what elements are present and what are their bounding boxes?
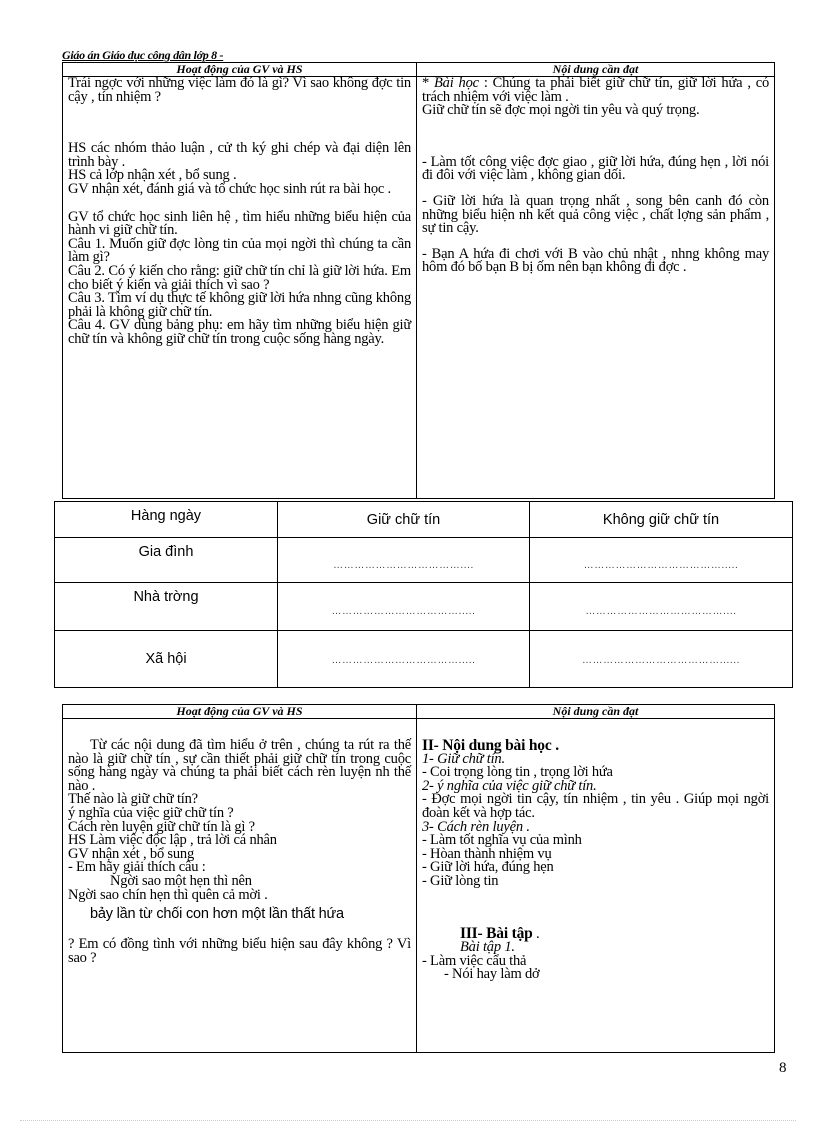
subheading-practice: 3- Cách rèn luyện . xyxy=(422,818,530,835)
question-4: Câu 4. GV dùng bảng phụ: em hãy tìm những biểu hiện giữ chữ tín và không giữ chữ tín trong cuộc sống hàng ngày. xyxy=(68,317,411,347)
column-header-activity: Hoạt động của GV và HS xyxy=(63,705,417,719)
question-1: Câu 1. Muốn giữ đợc lòng tin của mọi ngời thì chúng ta cần làm gì? xyxy=(68,235,411,266)
content-item: - Đợc mọi ngời tin cậy, tín nhiệm , tin yêu . Giúp mọi ngời đoàn kết và hợp tác. xyxy=(422,791,769,821)
row-label-society: Xã hội xyxy=(55,631,278,688)
explain-prompt: - Em hãy giải thích câu : xyxy=(68,859,206,876)
activity-table-2 xyxy=(62,704,775,1053)
answer-2: - Giữ lời hứa là quan trọng nhất , song bên canh đó còn những biểu hiện nh kết quả công việc , chất lợng sản phẩm , sự tin cậy. xyxy=(422,192,769,237)
proverb-line-1: Ngời sao một hẹn thì nên xyxy=(110,872,252,889)
fill-line: …………………………………...... xyxy=(581,655,741,666)
table-row xyxy=(55,583,793,631)
exercise-title: Bài tập 1. xyxy=(460,939,515,956)
proverb-line-3: bảy lần từ chối con hơn một lần thất hứa xyxy=(90,906,344,923)
question-what: Thế nào là giữ chữ tín? xyxy=(68,791,198,808)
fill-line: ……………………………….... xyxy=(333,560,474,571)
section-heading-exercise: III- Bài tập . xyxy=(460,924,540,942)
lesson-trust: Giữ chữ tín sẽ đợc mọi ngời tin yêu và quý trọng. xyxy=(422,102,700,119)
content-item: - Hòan thành nhiệm vụ xyxy=(422,845,552,862)
document-header-title: Giáo án Giáo dục công dân lớp 8 - xyxy=(62,48,224,62)
question-2: Câu 2. Có ý kiến cho rằng: giữ chữ tín chỉ là giữ lời hứa. Em cho biết ý kiến và giải thích vì sao ? xyxy=(68,262,411,293)
content-cell-right xyxy=(417,719,775,1053)
content-cell-right xyxy=(417,77,775,499)
teacher-summary: GV nhận xét, đánh giá và tổ chức học sinh rút ra bài học . xyxy=(68,180,391,197)
teacher-relate: GV tổ chức học sinh liên hệ , tìm hiểu những biểu hiện của hành vi giữ chữ tín. xyxy=(68,208,411,239)
intro-paragraph: Từ các nội dung đã tìm hiểu ở trên , chúng ta rút ra thế nào là giữ chữ tín , sự cần thiết phải giữ chữ tín trong cuộc sống hàng ngày và chúng ta phải biết cách rèn luyện nh thế nào . xyxy=(68,737,411,794)
content-item: - Làm tốt nghĩa vụ của mình xyxy=(422,832,582,849)
table-row xyxy=(55,631,793,688)
class-review: HS cả lớp nhận xét , bổ sung . xyxy=(68,167,237,184)
answer-1: - Làm tốt công việc đợc giao , giữ lời hứa, đúng hẹn , lời nói đi đôi với việc làm , không gian dối. xyxy=(422,153,769,184)
content-item: - Coi trọng lòng tin , trọng lời hứa xyxy=(422,764,613,781)
group-discussion: HS các nhóm thảo luận , cử th ký ghi chép và đại diện lên trình bày . xyxy=(68,140,411,170)
row-label-school: Nhà trờng xyxy=(55,583,278,631)
column-header-activity: Hoạt động của GV và HS xyxy=(63,63,417,77)
subheading-meaning: 2- ý nghĩa của việc giữ chữ tín. xyxy=(422,777,597,794)
question-meaning: ý nghĩa của việc giữ chữ tín ? xyxy=(68,804,234,821)
activity-cell-left xyxy=(63,719,417,1053)
question-agree: ? Em có đồng tình với những biểu hiện sau đây không ? Vì sao ? xyxy=(68,936,411,966)
fill-line: ………………………………..... xyxy=(331,606,476,617)
header-not-keep: Không giữ chữ tín xyxy=(530,502,793,538)
activity-cell-left xyxy=(63,77,417,499)
question-practice: Cách rèn luyện giữ chữ tín là gì ? xyxy=(68,818,255,835)
question-contrast: Trái ngợc với những việc làm đó là gì? Vì sao không đợc tin cậy , tín nhiệm ? xyxy=(68,75,411,105)
comparison-table xyxy=(54,501,793,688)
row-label-family: Gia đình xyxy=(55,538,278,583)
lesson-label: Bài học xyxy=(434,75,479,91)
fill-line: …………………………………..... xyxy=(583,560,739,571)
question-3: Câu 3. Tìm ví dụ thực tế không giữ lời hứa nhng cũng không phải là không giữ chữ tín. xyxy=(68,290,411,320)
column-header-content: Nội dung cần đạt xyxy=(417,63,775,77)
answer-3: - Bạn A hứa đi chơi với B vào chủ nhật , nhng không may hôm đó bố bạn B bị ốm nên bạn không đi đợc . xyxy=(422,245,769,276)
activity-table-1 xyxy=(62,62,775,499)
teacher-review: GV nhận xét , bổ sung xyxy=(68,845,195,862)
proverb-line-2: Ngời sao chín hẹn thì quên cả mời . xyxy=(68,886,268,903)
page-number: 8 xyxy=(779,1060,787,1076)
column-header-content: Nội dung cần đạt xyxy=(417,705,775,719)
table-row xyxy=(55,538,793,583)
exercise-item: - Làm việc cẩu thả xyxy=(422,952,527,969)
header-keep: Giữ chữ tín xyxy=(278,502,530,538)
lesson-summary: * Bài học : Chúng ta phải biết giữ chữ tín, giữ lời hứa , có trách nhiệm với việc làm . xyxy=(422,75,769,105)
content-item: - Giữ lời hứa, đúng hẹn xyxy=(422,859,554,876)
fill-line: ………………………………..... xyxy=(331,655,476,666)
section-heading-lesson: II- Nội dung bài học . xyxy=(422,737,559,754)
student-work: HS Làm việc độc lập , trả lời cá nhân xyxy=(68,832,277,849)
fill-line: ………………………………….... xyxy=(585,606,737,617)
content-item: - Giữ lòng tin xyxy=(422,872,499,889)
exercise-item: - Nói hay làm dở xyxy=(444,966,540,983)
header-daily: Hàng ngày xyxy=(55,502,278,538)
subheading-keep-trust: 1- Giữ chữ tín. xyxy=(422,750,505,767)
footer-divider xyxy=(20,1120,796,1121)
